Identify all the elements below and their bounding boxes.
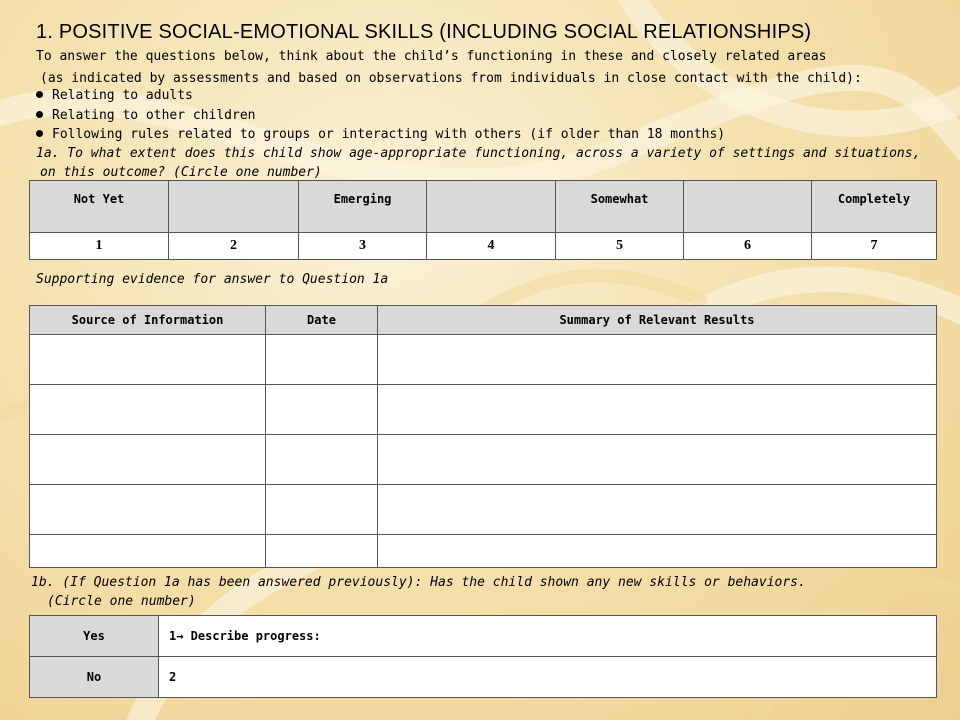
question-1a-line-2: on this outcome? (Circle one number) xyxy=(40,165,322,180)
source-cell[interactable] xyxy=(30,385,266,435)
table-row xyxy=(30,335,937,385)
summary-cell[interactable] xyxy=(378,385,937,435)
table-row xyxy=(30,435,937,485)
rating-header-emerging: Emerging xyxy=(299,181,427,233)
source-cell[interactable] xyxy=(30,435,266,485)
date-cell[interactable] xyxy=(266,435,378,485)
no-value[interactable]: 2 xyxy=(159,657,937,698)
table-row xyxy=(30,535,937,568)
rating-option-1[interactable]: 1 xyxy=(30,233,169,260)
evidence-table xyxy=(29,305,937,568)
progress-no-row xyxy=(30,657,937,698)
bullet-item xyxy=(36,88,193,103)
bullet-item xyxy=(36,108,256,123)
table-row xyxy=(30,385,937,435)
evidence-header-source: Source of Information xyxy=(30,306,266,335)
rating-option-3[interactable]: 3 xyxy=(299,233,427,260)
progress-table xyxy=(29,615,937,698)
bullet-text: Relating to adults xyxy=(52,88,193,103)
rating-scale-table xyxy=(29,180,937,260)
date-cell[interactable] xyxy=(266,385,378,435)
rating-header-blank xyxy=(169,181,299,233)
rating-option-6[interactable]: 6 xyxy=(684,233,812,260)
page-title: 1. POSITIVE SOCIAL-EMOTIONAL SKILLS (INCLUDING SOCIAL RELATIONSHIPS) xyxy=(36,21,812,43)
rating-option-4[interactable]: 4 xyxy=(427,233,556,260)
bullet-icon xyxy=(36,91,43,98)
summary-cell[interactable] xyxy=(378,335,937,385)
intro-line-2: (as indicated by assessments and based on observations from individuals in close contact with the child): xyxy=(40,71,862,86)
date-cell[interactable] xyxy=(266,485,378,535)
yes-label[interactable]: Yes xyxy=(30,616,159,657)
bullet-icon xyxy=(36,111,43,118)
bullet-text: Relating to other children xyxy=(52,108,256,123)
evidence-header-date: Date xyxy=(266,306,378,335)
progress-yes-row xyxy=(30,616,937,657)
no-label[interactable]: No xyxy=(30,657,159,698)
rating-header-blank xyxy=(427,181,556,233)
question-1b-line-2: (Circle one number) xyxy=(47,594,196,609)
supporting-evidence-label: Supporting evidence for answer to Question 1a xyxy=(36,272,389,287)
bullet-icon xyxy=(36,130,43,137)
rating-option-5[interactable]: 5 xyxy=(556,233,684,260)
rating-header-blank xyxy=(684,181,812,233)
date-cell[interactable] xyxy=(266,535,378,568)
summary-cell[interactable] xyxy=(378,435,937,485)
evidence-header-summary: Summary of Relevant Results xyxy=(378,306,937,335)
source-cell[interactable] xyxy=(30,485,266,535)
table-row xyxy=(30,485,937,535)
rating-number-row xyxy=(30,233,937,260)
evidence-header-row xyxy=(30,306,937,335)
intro-line-1: To answer the questions below, think about the child’s functioning in these and closely related areas xyxy=(36,49,827,64)
bullet-item xyxy=(36,127,725,142)
date-cell[interactable] xyxy=(266,335,378,385)
summary-cell[interactable] xyxy=(378,535,937,568)
rating-option-2[interactable]: 2 xyxy=(169,233,299,260)
rating-header-not-yet: Not Yet xyxy=(30,181,169,233)
question-1b-line-1: 1b. (If Question 1a has been answered previously): Has the child shown any new skills or behaviors. xyxy=(31,575,806,590)
rating-option-7[interactable]: 7 xyxy=(812,233,937,260)
summary-cell[interactable] xyxy=(378,485,937,535)
yes-describe-progress[interactable]: 1→ Describe progress: xyxy=(159,616,937,657)
rating-header-completely: Completely xyxy=(812,181,937,233)
rating-header-somewhat: Somewhat xyxy=(556,181,684,233)
question-1a-line-1: 1a. To what extent does this child show age-appropriate functioning, across a variety of settings and situations, xyxy=(36,146,921,161)
source-cell[interactable] xyxy=(30,535,266,568)
rating-header-row xyxy=(30,181,937,233)
bullet-text: Following rules related to groups or interacting with others (if older than 18 months) xyxy=(52,127,726,142)
source-cell[interactable] xyxy=(30,335,266,385)
